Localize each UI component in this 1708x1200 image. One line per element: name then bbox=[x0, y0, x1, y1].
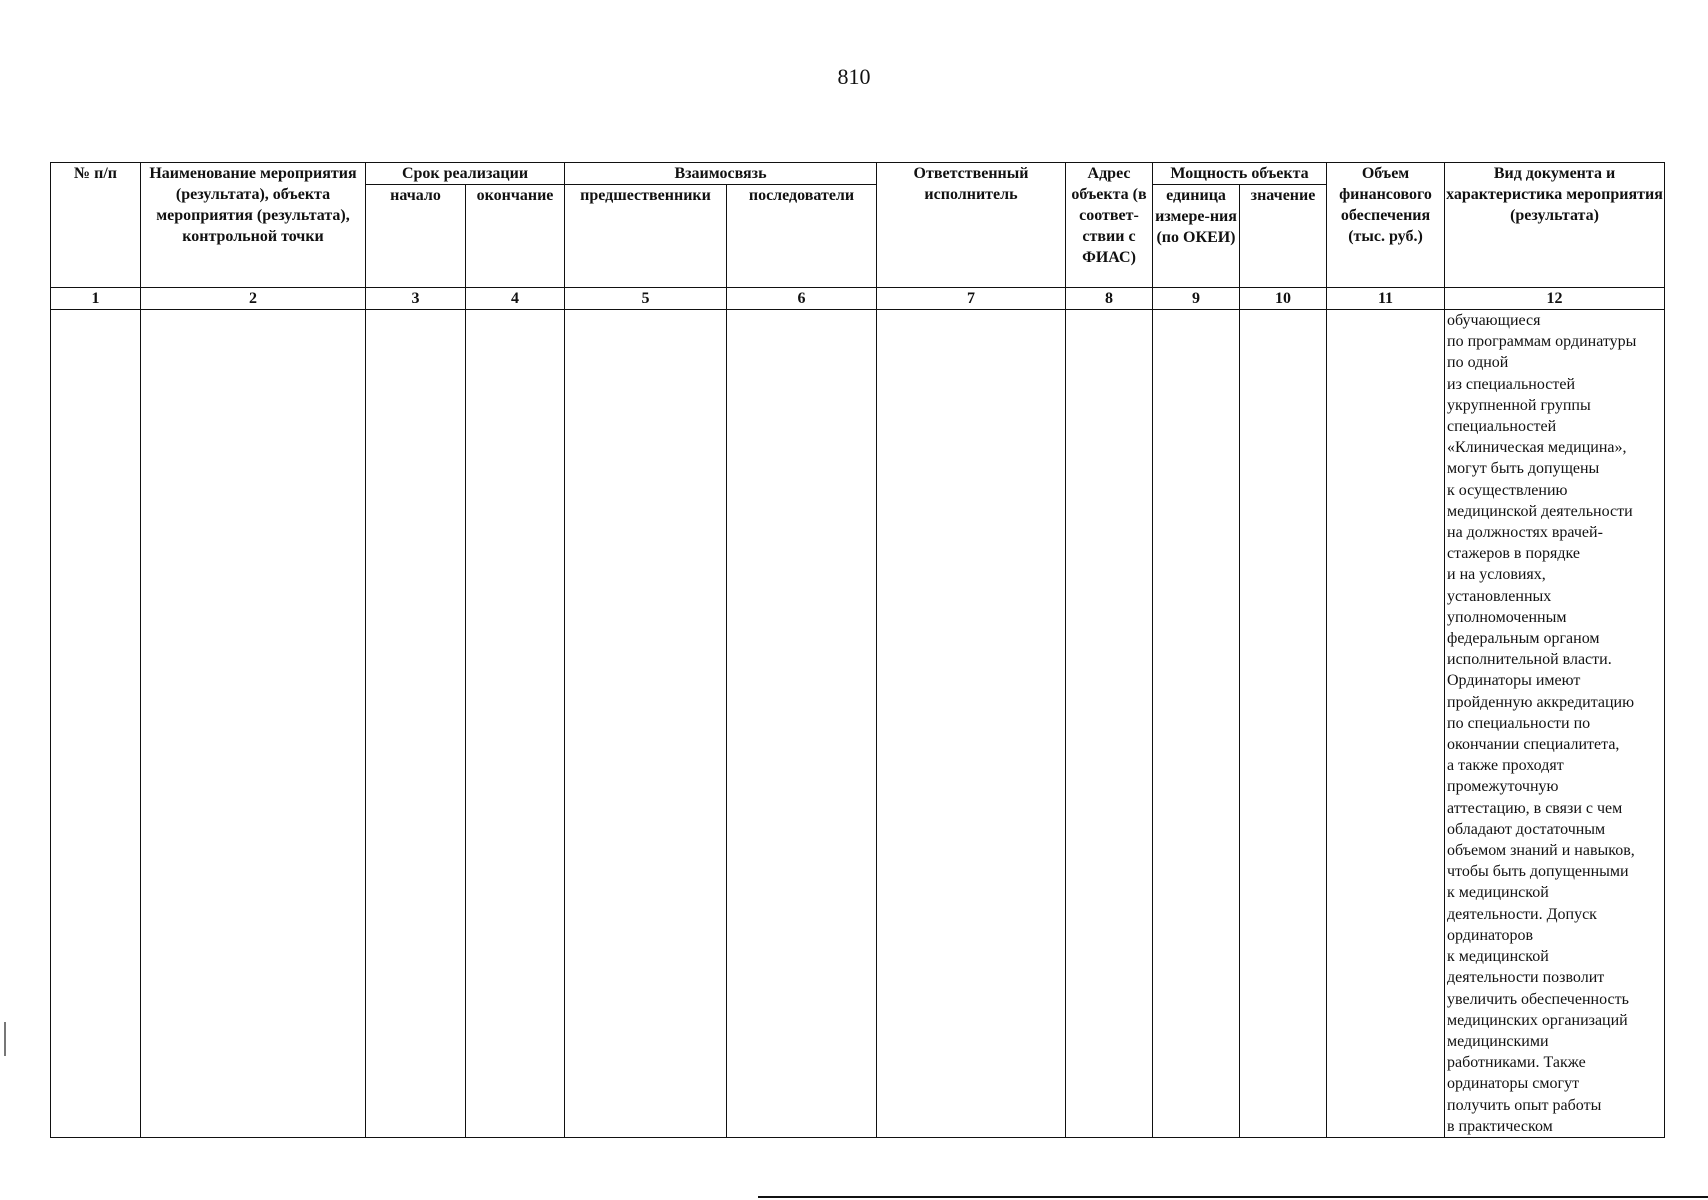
description-line: ординаторы смогут bbox=[1447, 1075, 1580, 1093]
header-unit: единица измере-ния (по ОКЕИ) bbox=[1153, 185, 1240, 288]
header-link-group: Взаимосвязь bbox=[565, 163, 877, 185]
bottom-rule bbox=[758, 1196, 1708, 1198]
description-line: по программам ординатуры bbox=[1447, 333, 1637, 351]
description-line: медицинских организаций bbox=[1447, 1011, 1628, 1029]
description-line: из специальностей bbox=[1447, 375, 1576, 393]
description-line: деятельности. Допуск bbox=[1447, 905, 1597, 923]
column-number: 12 bbox=[1445, 288, 1665, 310]
description-line: а также проходят bbox=[1447, 757, 1564, 775]
cell-successors bbox=[727, 310, 877, 1138]
column-number: 7 bbox=[877, 288, 1066, 310]
description-line: укрупненной группы bbox=[1447, 396, 1591, 414]
description-line: промежуточную bbox=[1447, 778, 1559, 796]
column-number: 3 bbox=[366, 288, 466, 310]
description-line: уполномоченным bbox=[1447, 608, 1567, 626]
header-address: Адрес объекта (в соответ-ствии с ФИАС) bbox=[1066, 163, 1153, 288]
header-value: значение bbox=[1240, 185, 1327, 288]
cell-address bbox=[1066, 310, 1153, 1138]
description-line: стажеров в порядке bbox=[1447, 545, 1580, 563]
header-end: окончание bbox=[466, 185, 565, 288]
description-line: медицинскими bbox=[1447, 1032, 1549, 1050]
description-text bbox=[1447, 310, 1664, 1137]
cell-num bbox=[51, 310, 141, 1138]
header-predecessors: предшественники bbox=[565, 185, 727, 288]
header-power-group: Мощность объекта bbox=[1153, 163, 1327, 185]
description-line: обладают достаточным bbox=[1447, 820, 1606, 838]
header-start: начало bbox=[366, 185, 466, 288]
description-line: Ординаторы имеют bbox=[1447, 672, 1581, 690]
column-number: 1 bbox=[51, 288, 141, 310]
cell-document-description bbox=[1445, 310, 1665, 1138]
description-line: обучающиеся bbox=[1447, 312, 1541, 329]
description-line: пройденную аккредитацию bbox=[1447, 693, 1635, 711]
cell-predecessors bbox=[565, 310, 727, 1138]
header-term-group: Срок реализации bbox=[366, 163, 565, 185]
description-line: ординаторов bbox=[1447, 926, 1534, 944]
description-line: работниками. Также bbox=[1447, 1054, 1586, 1072]
cell-end bbox=[466, 310, 565, 1138]
header-successors: последователи bbox=[727, 185, 877, 288]
column-number: 10 bbox=[1240, 288, 1327, 310]
cell-unit bbox=[1153, 310, 1240, 1138]
cell-responsible bbox=[877, 310, 1066, 1138]
description-line: к медицинской bbox=[1447, 948, 1549, 966]
page-number: 810 bbox=[837, 64, 871, 89]
cell-start bbox=[366, 310, 466, 1138]
header-finance: Объем финансового обеспечения (тыс. руб.) bbox=[1327, 163, 1445, 288]
cell-finance bbox=[1327, 310, 1445, 1138]
description-line: получить опыт работы bbox=[1447, 1096, 1602, 1114]
description-line: в практическом bbox=[1447, 1117, 1553, 1135]
description-line: по специальности по bbox=[1447, 714, 1591, 732]
column-number: 11 bbox=[1327, 288, 1445, 310]
description-line: к осуществлению bbox=[1447, 481, 1568, 499]
description-line: деятельности позволит bbox=[1447, 969, 1605, 987]
header-name: Наименование мероприятия (результата), объекта мероприятия (результата), контрольной точки bbox=[141, 163, 366, 288]
description-line: окончании специалитета, bbox=[1447, 736, 1620, 754]
description-line: объемом знаний и навыков, bbox=[1447, 842, 1635, 860]
description-line: увеличить обеспеченность bbox=[1447, 990, 1629, 1008]
header-responsible: Ответственный исполнитель bbox=[877, 163, 1066, 288]
description-line: по одной bbox=[1447, 354, 1509, 372]
description-line: федеральным органом bbox=[1447, 630, 1600, 648]
header-num: № п/п bbox=[51, 163, 141, 288]
description-line: «Клиническая медицина», bbox=[1447, 439, 1627, 457]
cell-name bbox=[141, 310, 366, 1138]
column-number: 8 bbox=[1066, 288, 1153, 310]
column-number: 4 bbox=[466, 288, 565, 310]
column-number: 9 bbox=[1153, 288, 1240, 310]
description-line: аттестацию, в связи с чем bbox=[1447, 799, 1623, 817]
description-line: чтобы быть допущенными bbox=[1447, 863, 1629, 881]
activity-plan-table bbox=[50, 162, 1665, 1138]
description-line: к медицинской bbox=[1447, 884, 1549, 902]
margin-mark bbox=[4, 1022, 6, 1056]
column-number: 6 bbox=[727, 288, 877, 310]
cell-value bbox=[1240, 310, 1327, 1138]
description-line: специальностей bbox=[1447, 418, 1557, 436]
description-line: и на условиях, bbox=[1447, 566, 1546, 584]
column-number: 2 bbox=[141, 288, 366, 310]
description-line: на должностях врачей- bbox=[1447, 524, 1603, 542]
description-line: установленных bbox=[1447, 587, 1552, 605]
description-line: могут быть допущены bbox=[1447, 460, 1600, 478]
description-line: исполнительной власти. bbox=[1447, 651, 1612, 669]
description-line: медицинской деятельности bbox=[1447, 502, 1633, 520]
column-number: 5 bbox=[565, 288, 727, 310]
header-document: Вид документа и характеристика мероприятия (результата) bbox=[1445, 163, 1665, 288]
